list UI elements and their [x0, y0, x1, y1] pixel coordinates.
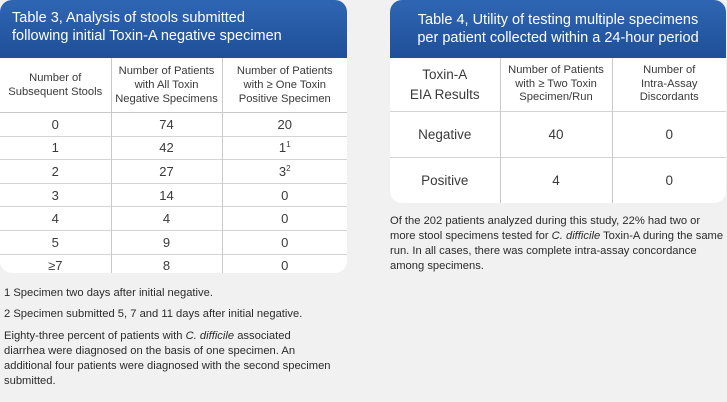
table-row: 5 9 0: [0, 230, 347, 254]
table-3: [0, 58, 347, 273]
table-row: 3 14 0: [0, 183, 347, 207]
table-row: 2 27 $3^2$: [0, 160, 347, 184]
table-4-header-row: [390, 58, 726, 112]
footnote-1: 1 Specimen two days after initial negative.: [4, 287, 213, 299]
column-header-two-toxin-specimen: Number of Patients with ≥ Two Toxin Specimen/Run: [500, 58, 612, 112]
summary-paragraph-left: Eighty-three percent of patients with C. difficile associated diarrhea were diagnosed on the basis of one specimen. An additional four patients were diagnosed with the second specimen submitted.: [4, 330, 331, 387]
table-row: 1 42 $1^1$: [0, 136, 347, 160]
table-4: [390, 58, 726, 203]
footnote-marker: 2: [286, 163, 291, 173]
column-header-subsequent-stools: Number of Subsequent Stools: [8, 72, 103, 98]
table-row: 4 4 0: [0, 207, 347, 231]
footnote-2: 2 Specimen submitted 5, 7 and 11 days after initial negative.: [4, 308, 303, 320]
table-row: 0 74 20: [0, 113, 347, 137]
table-3-title: Table 3, Analysis of stools submitted following initial Toxin-A negative specimen: [0, 0, 347, 58]
column-header-all-negative: Number of Patients with All Toxin Negative Specimens: [111, 58, 222, 113]
table-4-title: Table 4, Utility of testing multiple specimens per patient collected within a 24-hour period: [390, 0, 726, 58]
column-header-eia-results: Toxin-A EIA Results: [409, 66, 480, 102]
table-row: Negative 40 0: [390, 112, 726, 158]
table-4-panel: [390, 0, 726, 203]
table-row: Positive 4 0: [390, 158, 726, 204]
column-header-intra-assay-discordants: Number of Intra-Assay Discordants: [612, 58, 726, 112]
summary-paragraph-right: Of the 202 patients analyzed during this study, 22% had two or more stool specimens tested for C. difficile Toxin-A during the same run. In all cases, there was complete intra-assay concordance among specimens.: [390, 215, 724, 272]
column-header-one-positive: Number of Patients with ≥ One Toxin Positive Specimen: [222, 58, 347, 113]
footnote-marker: 1: [286, 140, 291, 150]
table-3-header-row: [0, 58, 347, 113]
table-3-panel: [0, 0, 347, 273]
table-row: ≥7 8 0: [0, 254, 347, 273]
